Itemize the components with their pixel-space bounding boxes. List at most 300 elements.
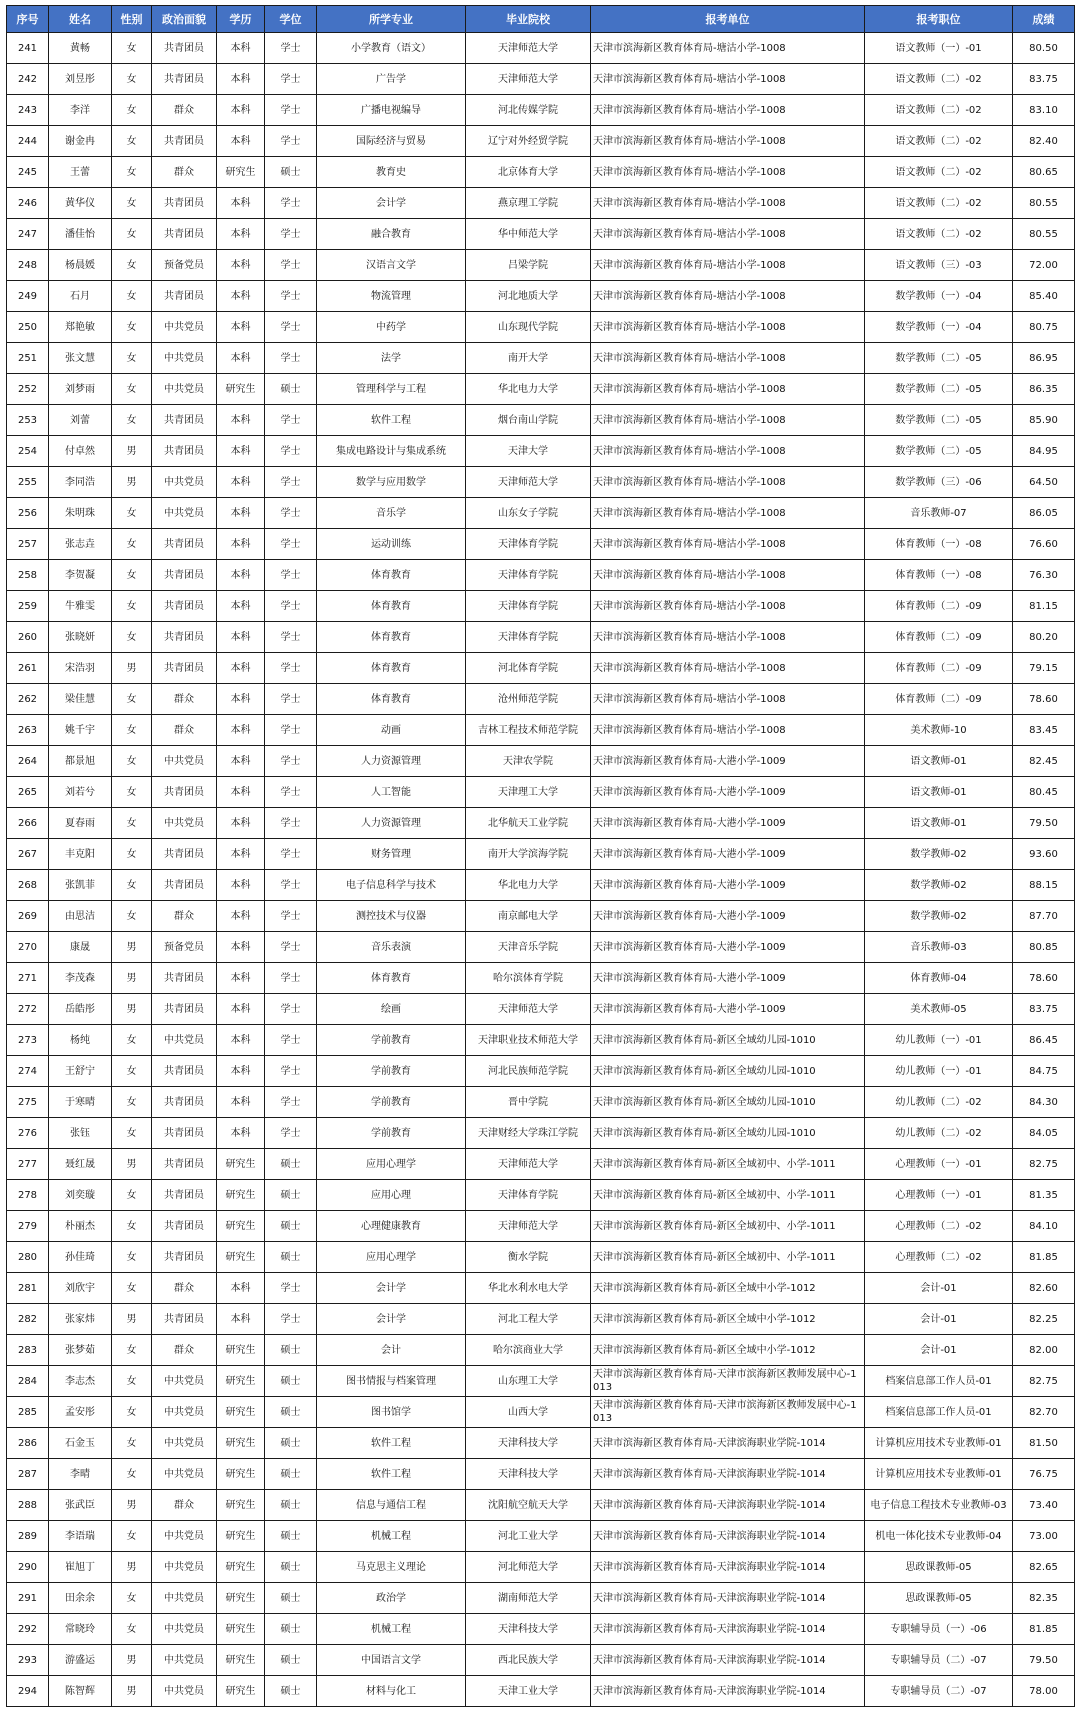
cell-index: 286 (7, 1428, 49, 1459)
cell-education: 本科 (217, 746, 265, 777)
cell-index: 253 (7, 405, 49, 436)
cell-employer: 天津市滨海新区教育体育局-大港小学-1009 (591, 932, 865, 963)
cell-political-status: 共青团员 (152, 436, 217, 467)
cell-political-status: 共青团员 (152, 1180, 217, 1211)
cell-index: 251 (7, 343, 49, 374)
cell-degree: 硕士 (265, 1676, 317, 1707)
cell-name: 李晴 (49, 1459, 112, 1490)
cell-employer: 天津市滨海新区教育体育局-塘沽小学-1008 (591, 374, 865, 405)
cell-index: 276 (7, 1118, 49, 1149)
cell-major: 汉语言文学 (317, 250, 466, 281)
results-table (6, 5, 1075, 1707)
table-row (7, 281, 1075, 312)
cell-gender: 女 (112, 157, 152, 188)
cell-index: 262 (7, 684, 49, 715)
cell-position: 语文教师（二）-02 (865, 95, 1013, 126)
cell-position: 专职辅导员（二）-07 (865, 1676, 1013, 1707)
cell-education: 本科 (217, 591, 265, 622)
cell-index: 245 (7, 157, 49, 188)
cell-political-status: 共青团员 (152, 870, 217, 901)
cell-major: 人工智能 (317, 777, 466, 808)
cell-index: 279 (7, 1211, 49, 1242)
cell-gender: 女 (112, 1366, 152, 1397)
cell-school: 天津师范大学 (466, 1149, 591, 1180)
cell-degree: 学士 (265, 312, 317, 343)
cell-employer: 天津市滨海新区教育体育局-大港小学-1009 (591, 777, 865, 808)
cell-score: 83.75 (1013, 994, 1075, 1025)
cell-score: 86.45 (1013, 1025, 1075, 1056)
cell-school: 南开大学 (466, 343, 591, 374)
cell-major: 软件工程 (317, 1459, 466, 1490)
table-row (7, 1273, 1075, 1304)
table-row (7, 436, 1075, 467)
cell-position: 档案信息部工作人员-01 (865, 1366, 1013, 1397)
cell-political-status: 共青团员 (152, 33, 217, 64)
cell-score: 81.50 (1013, 1428, 1075, 1459)
cell-employer: 天津市滨海新区教育体育局-新区全域幼儿园-1010 (591, 1087, 865, 1118)
cell-index: 257 (7, 529, 49, 560)
cell-name: 崔旭丁 (49, 1552, 112, 1583)
cell-degree: 学士 (265, 436, 317, 467)
cell-position: 语文教师（一）-01 (865, 33, 1013, 64)
cell-name: 付卓然 (49, 436, 112, 467)
cell-employer: 天津市滨海新区教育体育局-大港小学-1009 (591, 994, 865, 1025)
cell-name: 李志杰 (49, 1366, 112, 1397)
cell-major: 应用心理 (317, 1180, 466, 1211)
cell-employer: 天津市滨海新区教育体育局-新区全域幼儿园-1010 (591, 1056, 865, 1087)
col-header-degree: 学位 (265, 6, 317, 33)
cell-degree: 硕士 (265, 1366, 317, 1397)
cell-score: 86.95 (1013, 343, 1075, 374)
cell-school: 烟台南山学院 (466, 405, 591, 436)
cell-score: 80.55 (1013, 219, 1075, 250)
results-table-container (6, 5, 1074, 1707)
cell-school: 天津体育学院 (466, 622, 591, 653)
cell-position: 专职辅导员（二）-07 (865, 1645, 1013, 1676)
cell-school: 南开大学滨海学院 (466, 839, 591, 870)
cell-degree: 硕士 (265, 1242, 317, 1273)
cell-political-status: 共青团员 (152, 1118, 217, 1149)
cell-name: 都景旭 (49, 746, 112, 777)
table-row (7, 1087, 1075, 1118)
cell-index: 255 (7, 467, 49, 498)
cell-position: 数学教师（一）-04 (865, 312, 1013, 343)
table-row (7, 1459, 1075, 1490)
cell-position: 数学教师（三）-06 (865, 467, 1013, 498)
table-row (7, 1614, 1075, 1645)
cell-degree: 硕士 (265, 1428, 317, 1459)
cell-major: 政治学 (317, 1583, 466, 1614)
table-row (7, 95, 1075, 126)
cell-degree: 硕士 (265, 1614, 317, 1645)
cell-degree: 学士 (265, 684, 317, 715)
cell-index: 290 (7, 1552, 49, 1583)
cell-employer: 天津市滨海新区教育体育局-大港小学-1009 (591, 746, 865, 777)
cell-employer: 天津市滨海新区教育体育局-塘沽小学-1008 (591, 157, 865, 188)
cell-school: 华中师范大学 (466, 219, 591, 250)
cell-index: 278 (7, 1180, 49, 1211)
cell-score: 81.35 (1013, 1180, 1075, 1211)
table-row (7, 1180, 1075, 1211)
table-row (7, 1304, 1075, 1335)
cell-degree: 硕士 (265, 374, 317, 405)
cell-employer: 天津市滨海新区教育体育局-塘沽小学-1008 (591, 312, 865, 343)
cell-score: 79.50 (1013, 808, 1075, 839)
cell-position: 语文教师（二）-02 (865, 64, 1013, 95)
cell-index: 254 (7, 436, 49, 467)
cell-position: 语文教师（三）-03 (865, 250, 1013, 281)
cell-school: 华北电力大学 (466, 374, 591, 405)
cell-major: 财务管理 (317, 839, 466, 870)
table-row (7, 405, 1075, 436)
cell-school: 哈尔滨商业大学 (466, 1335, 591, 1366)
table-body (7, 33, 1075, 1707)
cell-education: 本科 (217, 312, 265, 343)
table-header (7, 6, 1075, 33)
cell-position: 体育教师（一）-08 (865, 560, 1013, 591)
cell-name: 游盛运 (49, 1645, 112, 1676)
cell-employer: 天津市滨海新区教育体育局-新区全域初中、小学-1011 (591, 1149, 865, 1180)
cell-school: 晋中学院 (466, 1087, 591, 1118)
cell-name: 张钰 (49, 1118, 112, 1149)
table-row (7, 1583, 1075, 1614)
cell-political-status: 共青团员 (152, 1087, 217, 1118)
cell-major: 教育史 (317, 157, 466, 188)
cell-degree: 学士 (265, 343, 317, 374)
table-row (7, 1056, 1075, 1087)
cell-political-status: 共青团员 (152, 560, 217, 591)
table-row (7, 1490, 1075, 1521)
cell-political-status: 共青团员 (152, 1211, 217, 1242)
cell-position: 会计-01 (865, 1273, 1013, 1304)
cell-score: 78.60 (1013, 963, 1075, 994)
cell-degree: 硕士 (265, 1211, 317, 1242)
table-row (7, 1149, 1075, 1180)
cell-index: 289 (7, 1521, 49, 1552)
cell-employer: 天津市滨海新区教育体育局-天津滨海职业学院-1014 (591, 1583, 865, 1614)
cell-major: 会计学 (317, 1273, 466, 1304)
cell-gender: 男 (112, 932, 152, 963)
cell-gender: 女 (112, 1335, 152, 1366)
cell-school: 天津师范大学 (466, 64, 591, 95)
cell-degree: 学士 (265, 95, 317, 126)
cell-degree: 学士 (265, 1025, 317, 1056)
table-row (7, 467, 1075, 498)
cell-political-status: 中共党员 (152, 498, 217, 529)
cell-index: 261 (7, 653, 49, 684)
cell-position: 心理教师（一）-01 (865, 1149, 1013, 1180)
cell-name: 孟安彤 (49, 1397, 112, 1428)
cell-name: 张梦茹 (49, 1335, 112, 1366)
cell-school: 北华航天工业学院 (466, 808, 591, 839)
cell-position: 数学教师（二）-05 (865, 343, 1013, 374)
cell-name: 王舒宁 (49, 1056, 112, 1087)
cell-employer: 天津市滨海新区教育体育局-塘沽小学-1008 (591, 250, 865, 281)
cell-gender: 女 (112, 1180, 152, 1211)
cell-education: 本科 (217, 653, 265, 684)
cell-degree: 学士 (265, 839, 317, 870)
cell-political-status: 中共党员 (152, 746, 217, 777)
cell-index: 252 (7, 374, 49, 405)
cell-name: 聂红晟 (49, 1149, 112, 1180)
cell-score: 80.20 (1013, 622, 1075, 653)
cell-name: 王蕾 (49, 157, 112, 188)
cell-score: 76.30 (1013, 560, 1075, 591)
table-row (7, 839, 1075, 870)
cell-employer: 天津市滨海新区教育体育局-塘沽小学-1008 (591, 188, 865, 219)
cell-employer: 天津市滨海新区教育体育局-塘沽小学-1008 (591, 591, 865, 622)
cell-employer: 天津市滨海新区教育体育局-塘沽小学-1008 (591, 126, 865, 157)
table-row (7, 560, 1075, 591)
cell-name: 常晓玲 (49, 1614, 112, 1645)
cell-degree: 学士 (265, 870, 317, 901)
cell-index: 277 (7, 1149, 49, 1180)
cell-score: 82.70 (1013, 1397, 1075, 1428)
cell-degree: 硕士 (265, 1335, 317, 1366)
cell-score: 73.40 (1013, 1490, 1075, 1521)
cell-school: 河北师范大学 (466, 1552, 591, 1583)
cell-name: 田余余 (49, 1583, 112, 1614)
cell-name: 石金玉 (49, 1428, 112, 1459)
cell-name: 郑艳敏 (49, 312, 112, 343)
cell-score: 76.75 (1013, 1459, 1075, 1490)
cell-name: 梁佳慧 (49, 684, 112, 715)
cell-political-status: 共青团员 (152, 591, 217, 622)
cell-school: 天津科技大学 (466, 1614, 591, 1645)
cell-index: 267 (7, 839, 49, 870)
cell-position: 体育教师（二）-09 (865, 653, 1013, 684)
cell-major: 学前教育 (317, 1056, 466, 1087)
cell-gender: 女 (112, 219, 152, 250)
table-row (7, 188, 1075, 219)
cell-index: 247 (7, 219, 49, 250)
cell-major: 中国语言文学 (317, 1645, 466, 1676)
cell-political-status: 群众 (152, 684, 217, 715)
cell-degree: 学士 (265, 746, 317, 777)
cell-name: 李贺凝 (49, 560, 112, 591)
cell-name: 张凯菲 (49, 870, 112, 901)
cell-major: 机械工程 (317, 1521, 466, 1552)
cell-degree: 硕士 (265, 1490, 317, 1521)
cell-major: 软件工程 (317, 405, 466, 436)
cell-education: 本科 (217, 467, 265, 498)
cell-score: 82.25 (1013, 1304, 1075, 1335)
table-row (7, 1397, 1075, 1428)
cell-position: 幼儿教师（一）-01 (865, 1056, 1013, 1087)
cell-index: 264 (7, 746, 49, 777)
cell-name: 夏春雨 (49, 808, 112, 839)
col-header-position: 报考职位 (865, 6, 1013, 33)
cell-gender: 女 (112, 1459, 152, 1490)
cell-employer: 天津市滨海新区教育体育局-塘沽小学-1008 (591, 498, 865, 529)
cell-major: 小学教育（语文） (317, 33, 466, 64)
cell-school: 天津师范大学 (466, 994, 591, 1025)
cell-position: 计算机应用技术专业教师-01 (865, 1428, 1013, 1459)
table-row (7, 901, 1075, 932)
cell-gender: 女 (112, 808, 152, 839)
cell-major: 学前教育 (317, 1118, 466, 1149)
cell-score: 81.85 (1013, 1242, 1075, 1273)
cell-education: 本科 (217, 870, 265, 901)
cell-education: 本科 (217, 994, 265, 1025)
cell-index: 258 (7, 560, 49, 591)
cell-index: 292 (7, 1614, 49, 1645)
cell-major: 会计 (317, 1335, 466, 1366)
cell-index: 249 (7, 281, 49, 312)
cell-index: 275 (7, 1087, 49, 1118)
cell-education: 本科 (217, 839, 265, 870)
cell-education: 本科 (217, 1273, 265, 1304)
cell-education: 研究生 (217, 1552, 265, 1583)
cell-employer: 天津市滨海新区教育体育局-塘沽小学-1008 (591, 622, 865, 653)
cell-gender: 女 (112, 343, 152, 374)
cell-employer: 天津市滨海新区教育体育局-塘沽小学-1008 (591, 33, 865, 64)
table-row (7, 157, 1075, 188)
cell-gender: 女 (112, 684, 152, 715)
cell-school: 河北地质大学 (466, 281, 591, 312)
cell-index: 268 (7, 870, 49, 901)
table-row (7, 1366, 1075, 1397)
cell-name: 刘梦雨 (49, 374, 112, 405)
cell-score: 78.00 (1013, 1676, 1075, 1707)
cell-degree: 学士 (265, 1304, 317, 1335)
cell-education: 本科 (217, 1304, 265, 1335)
cell-education: 研究生 (217, 1397, 265, 1428)
cell-gender: 女 (112, 1521, 152, 1552)
cell-score: 84.30 (1013, 1087, 1075, 1118)
cell-school: 山东女子学院 (466, 498, 591, 529)
cell-position: 数学教师（二）-05 (865, 374, 1013, 405)
cell-major: 国际经济与贸易 (317, 126, 466, 157)
cell-education: 研究生 (217, 1645, 265, 1676)
cell-degree: 学士 (265, 126, 317, 157)
cell-degree: 学士 (265, 994, 317, 1025)
cell-index: 265 (7, 777, 49, 808)
cell-position: 语文教师-01 (865, 777, 1013, 808)
cell-school: 天津师范大学 (466, 1211, 591, 1242)
cell-score: 82.40 (1013, 126, 1075, 157)
cell-political-status: 中共党员 (152, 374, 217, 405)
cell-employer: 天津市滨海新区教育体育局-天津市滨海新区教师发展中心-1013 (591, 1397, 865, 1428)
cell-major: 物流管理 (317, 281, 466, 312)
cell-political-status: 中共党员 (152, 1614, 217, 1645)
col-header-education: 学历 (217, 6, 265, 33)
cell-degree: 学士 (265, 405, 317, 436)
cell-index: 242 (7, 64, 49, 95)
cell-political-status: 共青团员 (152, 126, 217, 157)
table-row (7, 529, 1075, 560)
cell-major: 绘画 (317, 994, 466, 1025)
cell-name: 张家炜 (49, 1304, 112, 1335)
cell-school: 吉林工程技术师范学院 (466, 715, 591, 746)
cell-score: 81.15 (1013, 591, 1075, 622)
cell-political-status: 中共党员 (152, 312, 217, 343)
cell-name: 宋浩羽 (49, 653, 112, 684)
table-row (7, 932, 1075, 963)
cell-name: 黄华仪 (49, 188, 112, 219)
cell-school: 吕梁学院 (466, 250, 591, 281)
cell-school: 天津科技大学 (466, 1459, 591, 1490)
cell-position: 数学教师（二）-05 (865, 405, 1013, 436)
cell-major: 数学与应用数学 (317, 467, 466, 498)
cell-position: 语文教师-01 (865, 746, 1013, 777)
cell-gender: 女 (112, 1242, 152, 1273)
cell-degree: 硕士 (265, 1180, 317, 1211)
cell-name: 丰克阳 (49, 839, 112, 870)
cell-employer: 天津市滨海新区教育体育局-天津滨海职业学院-1014 (591, 1645, 865, 1676)
table-row (7, 684, 1075, 715)
cell-gender: 女 (112, 1273, 152, 1304)
cell-political-status: 共青团员 (152, 839, 217, 870)
cell-political-status: 共青团员 (152, 219, 217, 250)
cell-index: 274 (7, 1056, 49, 1087)
cell-major: 运动训练 (317, 529, 466, 560)
cell-gender: 女 (112, 529, 152, 560)
cell-position: 心理教师（二）-02 (865, 1211, 1013, 1242)
table-row (7, 963, 1075, 994)
cell-political-status: 群众 (152, 901, 217, 932)
cell-degree: 学士 (265, 808, 317, 839)
cell-political-status: 中共党员 (152, 1676, 217, 1707)
table-row (7, 1645, 1075, 1676)
cell-school: 天津大学 (466, 436, 591, 467)
cell-major: 体育教育 (317, 591, 466, 622)
cell-index: 273 (7, 1025, 49, 1056)
col-header-political-status: 政治面貌 (152, 6, 217, 33)
cell-score: 80.75 (1013, 312, 1075, 343)
cell-score: 88.15 (1013, 870, 1075, 901)
cell-school: 山西大学 (466, 1397, 591, 1428)
cell-degree: 学士 (265, 64, 317, 95)
cell-education: 本科 (217, 529, 265, 560)
cell-name: 陈智辉 (49, 1676, 112, 1707)
table-row (7, 994, 1075, 1025)
cell-education: 本科 (217, 405, 265, 436)
cell-index: 287 (7, 1459, 49, 1490)
cell-gender: 男 (112, 467, 152, 498)
cell-education: 研究生 (217, 157, 265, 188)
table-row (7, 870, 1075, 901)
cell-education: 研究生 (217, 1490, 265, 1521)
cell-index: 246 (7, 188, 49, 219)
cell-gender: 女 (112, 560, 152, 591)
cell-name: 朱明珠 (49, 498, 112, 529)
table-row (7, 312, 1075, 343)
cell-degree: 硕士 (265, 157, 317, 188)
cell-score: 83.75 (1013, 64, 1075, 95)
cell-education: 研究生 (217, 1428, 265, 1459)
cell-employer: 天津市滨海新区教育体育局-新区全域幼儿园-1010 (591, 1025, 865, 1056)
cell-degree: 学士 (265, 901, 317, 932)
table-row (7, 1211, 1075, 1242)
cell-education: 本科 (217, 560, 265, 591)
cell-position: 体育教师（二）-09 (865, 591, 1013, 622)
cell-name: 张武臣 (49, 1490, 112, 1521)
cell-education: 本科 (217, 808, 265, 839)
cell-school: 天津音乐学院 (466, 932, 591, 963)
cell-position: 专职辅导员（一）-06 (865, 1614, 1013, 1645)
cell-position: 体育教师-04 (865, 963, 1013, 994)
cell-position: 幼儿教师（二）-02 (865, 1118, 1013, 1149)
cell-school: 山东现代学院 (466, 312, 591, 343)
cell-political-status: 共青团员 (152, 188, 217, 219)
cell-gender: 女 (112, 1614, 152, 1645)
cell-education: 本科 (217, 95, 265, 126)
cell-score: 82.75 (1013, 1149, 1075, 1180)
cell-score: 83.10 (1013, 95, 1075, 126)
cell-school: 河北传媒学院 (466, 95, 591, 126)
cell-position: 体育教师（一）-08 (865, 529, 1013, 560)
